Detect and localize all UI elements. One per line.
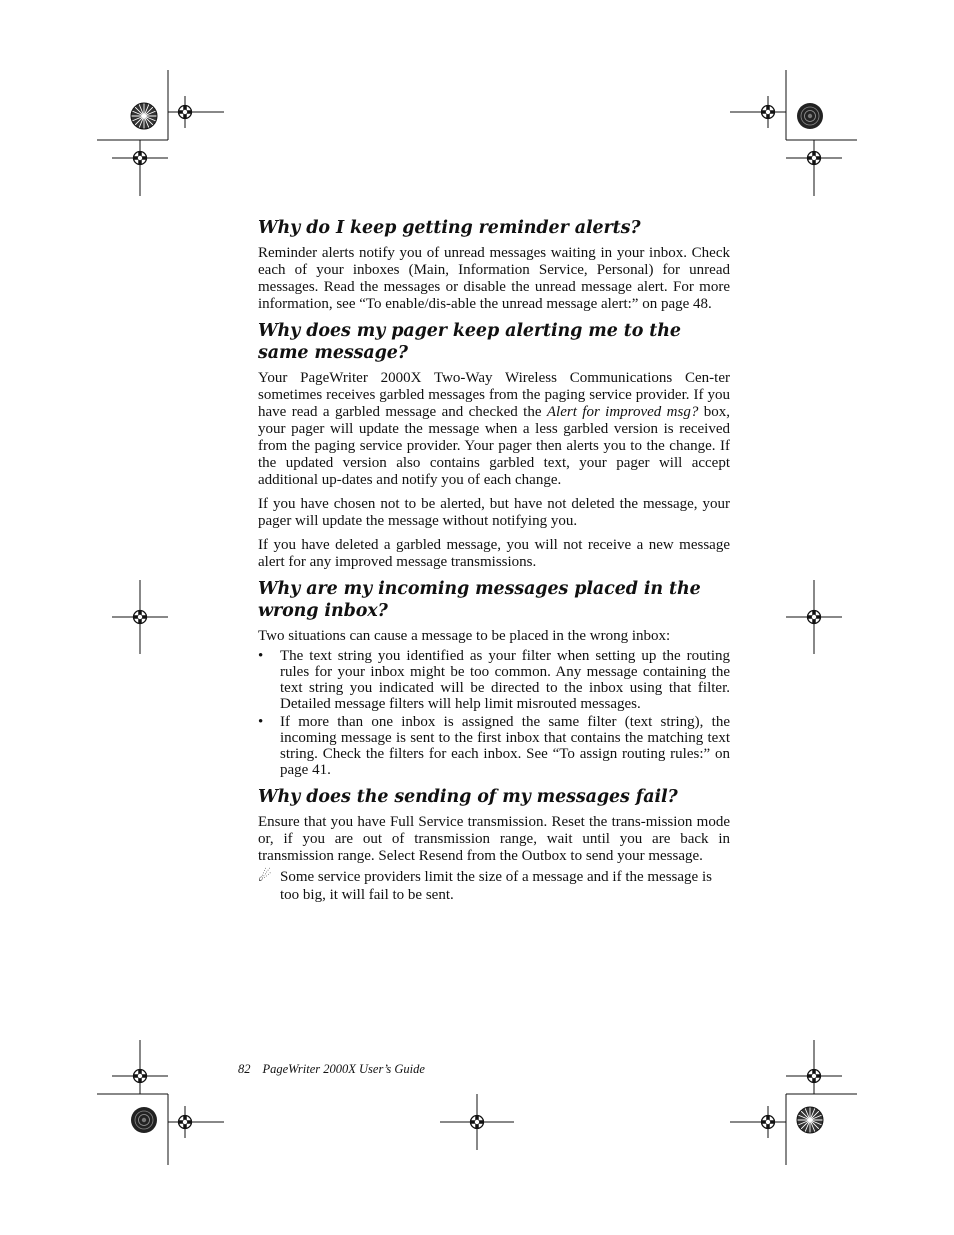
section-heading: Why does my pager keep alerting me to the same message? xyxy=(258,321,681,363)
paragraph: If you have chosen not to be alerted, but have not deleted the message, your pager will update the message without notifying you. xyxy=(258,496,730,529)
footer-title: PageWriter 2000X User’s Guide xyxy=(262,1062,425,1076)
bullet-list xyxy=(258,648,730,778)
paragraph-text: box, your pager will update the message when a less garbled version is received from the paging service provider. Your pager then alerts you to the change. If the updated version also contains garbled text, your pager will accept additional up-dates and notify you of each change. xyxy=(258,404,731,488)
bullet-icon: • xyxy=(258,714,264,730)
page-number: 82 xyxy=(238,1062,251,1076)
note-text: Some service providers limit the size of a message and if the message is too big, it will fail to be sent. xyxy=(280,869,712,903)
list-item: • The text string you identified as your filter when setting up the routing rules for your inbox might be too common. Any message containing the text string you indicated will be directed to the inbox using that filter. Detailed message filters will help limit misrouted messages. xyxy=(258,648,730,712)
paragraph: Two situations can cause a message to be placed in the wrong inbox: xyxy=(258,628,671,644)
bullet-icon: • xyxy=(258,648,264,664)
section-wrong-inbox xyxy=(258,578,730,778)
option-name-emphasis: Alert for improved msg? xyxy=(546,404,699,420)
section-sending-fails xyxy=(258,786,730,904)
paragraph xyxy=(258,370,730,489)
paragraph: If you have deleted a garbled message, you will not receive a new message alert for any improved message transmissions. xyxy=(258,537,730,570)
note-icon: ☄ xyxy=(258,869,272,885)
section-reminder-alerts xyxy=(258,217,730,313)
paragraph-text: Your PageWriter 2000X Two-Way Wireless Communications Cen-ter sometimes receives garbled messages from the paging service provider. If you have read a garbled message and checked the xyxy=(258,370,730,420)
paragraph: Ensure that you have Full Service transmission. Reset the trans-mission mode or, if you are out of transmission range, wait until you are back in transmission range. Select Resend from the Outbox to send your message. xyxy=(258,814,730,864)
section-heading: Why do I keep getting reminder alerts? xyxy=(258,218,641,238)
paragraph: Reminder alerts notify you of unread messages waiting in your inbox. Check each of your inboxes (Main, Information Service, Personal) for unread messages. Read the messages or disable the unread message alert. For more information, see “To enable/dis-able the unread message alert:” on page 48. xyxy=(258,245,730,312)
section-heading: Why does the sending of my messages fail? xyxy=(258,787,678,807)
list-item: • If more than one inbox is assigned the same filter (text string), the incoming message is sent to the first inbox that contains the matching text string. Check the filters for each inbox. See “To assign routing rules:” on page 41. xyxy=(258,714,730,778)
section-heading: Why are my incoming messages placed in the wrong inbox? xyxy=(258,579,701,621)
section-same-message-alert xyxy=(258,320,730,571)
note xyxy=(258,868,730,904)
page-footer xyxy=(238,1062,425,1077)
page-body xyxy=(258,217,730,911)
